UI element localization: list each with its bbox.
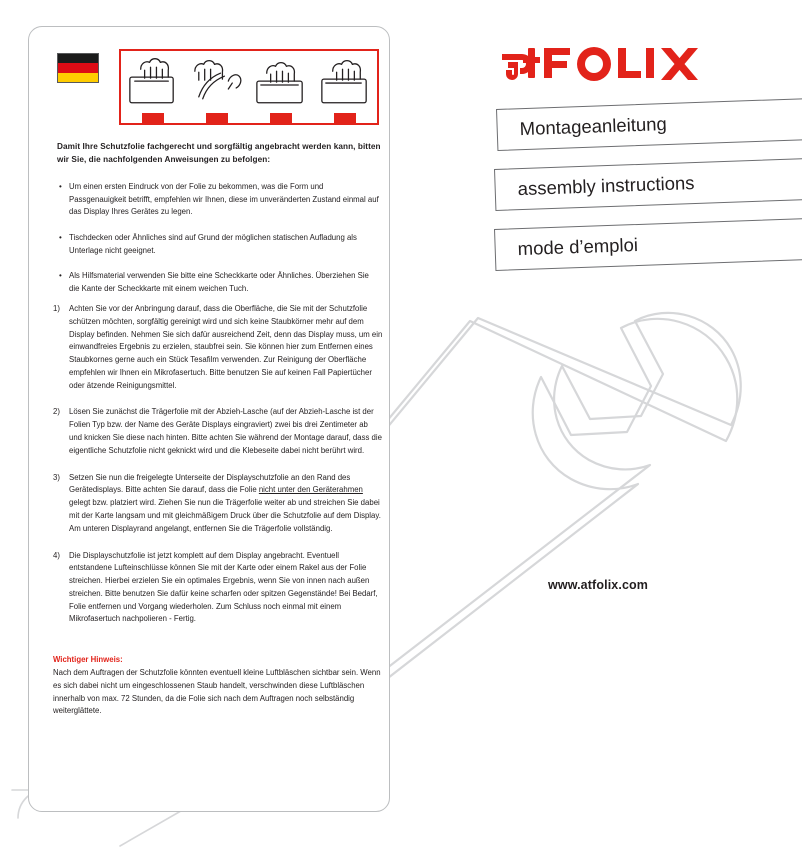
banner-label: Montageanleitung [519, 113, 668, 140]
pictogram-step-number: 1. [129, 113, 136, 122]
website-url: www.atfolix.com [548, 578, 649, 592]
step-marker: 3) [53, 472, 60, 482]
step-1 [53, 303, 383, 392]
step-marker: 2) [53, 407, 60, 417]
banner-montageanleitung [496, 98, 802, 151]
lead-paragraph: Damit Ihre Schutzfolie fachgerecht und sorgfältig angebracht werden kann, bitten wir Sie, die nachfolgenden Anweisungen zu befolgen: [57, 142, 381, 164]
step-text: Achten Sie vor der Anbringung darauf, dass die Oberfläche, die Sie mit der Schutzfolie schützen möchten, sorgfältig gereinigt wird und sich keine Staubkörner mehr auf dem Display befinden. Nehmen Sie sich dafür ausreichend Zeit, denn das Display muss, um ein einwandfreies Ergebnis zu erzielen, staubfrei sein. Sie können hier zum Entfernen eines Staubkornes gerne auch ein Stück Tesafilm verwenden. Zur Reinigung der Oberfläche empfehlen wir Ihnen ein Mikrofasertuch. Bitte benutzen Sie auf keinen Fall Papiertücher oder ätzende Reinigungsmittel. [69, 304, 383, 390]
banner-mode-demploi [494, 218, 802, 271]
list-item: • Tischdecken oder Ähnliches sind auf Grund der möglichen statischen Aufladung als Unterlage nicht geeignet. [57, 232, 381, 257]
list-item: • Als Hilfsmaterial verwenden Sie bitte eine Scheckkarte oder Ähnliches. Überziehen Sie die Kante der Scheckkarte mit einem weichen Tuch. [57, 270, 381, 295]
step-text-underlined: nicht unter den Geräterahmen [258, 485, 363, 495]
step-text-before: Setzen Sie nun die freigelegte Unterseite der Displayschutzfolie an den Rand des Gerätedisplays. Bitte achten Sie darauf, dass die Folie [69, 472, 351, 495]
important-notice [53, 655, 383, 718]
instruction-card [28, 26, 390, 812]
banner-assembly-instructions [494, 158, 802, 211]
banner-label: mode d’emploi [517, 233, 639, 260]
step-text-after: gelegt bzw. platziert wird. Ziehen Sie nun die Trägerfolie weiter ab und streichen Sie dabei mit der Karte langsam und mit gleichmäßigem Druck über die Schutzfolie auf dem Display. Am unteren Displayrand angelangt, entfernen Sie die Trägerfolie vollständig. [69, 498, 381, 533]
banner-label: assembly instructions [517, 172, 695, 200]
notice-title: Wichtiger Hinweis: [53, 655, 123, 664]
pictogram-step-3 [249, 51, 313, 123]
notice-body: Nach dem Auftragen der Schutzfolie könnten eventuell kleine Luftbläschen sichtbar sein. Wenn es sich dabei nicht um eingeschlossenen Staub handelt, verschwinden diese Luftbläschen innerhalb von max. 72 Stunden, da die Folie sich nach dem Auftragen noch selbständig weiterglättete. [53, 668, 381, 716]
bullet-list [57, 181, 381, 308]
pictogram-step-4 [313, 51, 377, 123]
numbered-steps [53, 303, 383, 640]
pictogram-step-1 [121, 51, 185, 123]
list-item: • Um einen ersten Eindruck von der Folie zu bekommen, was die Form und Passgenauigkeit betrifft, empfehlen wir Ihnen, diese im unveränderten Zustand einmal auf das Display Ihres Gerätes zu legen. [57, 181, 381, 219]
pictogram-step-2 [185, 51, 249, 123]
step-text: Lösen Sie zunächst die Trägerfolie mit der Abzieh-Lasche (auf der Abzieh-Lasche ist der Folien Typ bzw. der Name des Geräte Displays eingraviert) zwei bis drei Zentimeter ab und knicken Sie diese nach hinten. Bitte achten Sie während der Montage darauf, dass die eigentliche Schutzfolie nicht geknickt wird und die Klebeseite dabei nicht berührt wird. [69, 407, 382, 455]
step-2 [53, 406, 383, 457]
step-3 [53, 472, 383, 536]
step-4 [53, 550, 383, 627]
germany-flag-icon [57, 53, 99, 83]
step-text: Die Displayschutzfolie ist jetzt komplett auf dem Display angebracht. Eventuell entstandene Lufteinschlüsse können Sie mit der Karte oder einem Rakel aus der Folie streichen. Hierbei erzielen Sie ein optimales Ergebnis, wenn Sie von innen nach außen streichen. Bitte benutzen Sie dafür keine scharfen oder spitzen Gegenstände! Bei Bedarf, Folie entfernen und Vorgang wiederholen. Zum Schluss noch einmal mit einem Mikrofasertuch nachpolieren - Fertig. [69, 550, 378, 624]
application-pictogram-strip [119, 49, 379, 125]
atfolix-logo [498, 40, 738, 86]
step-marker: 4) [53, 550, 60, 560]
step-marker: 1) [53, 304, 60, 313]
